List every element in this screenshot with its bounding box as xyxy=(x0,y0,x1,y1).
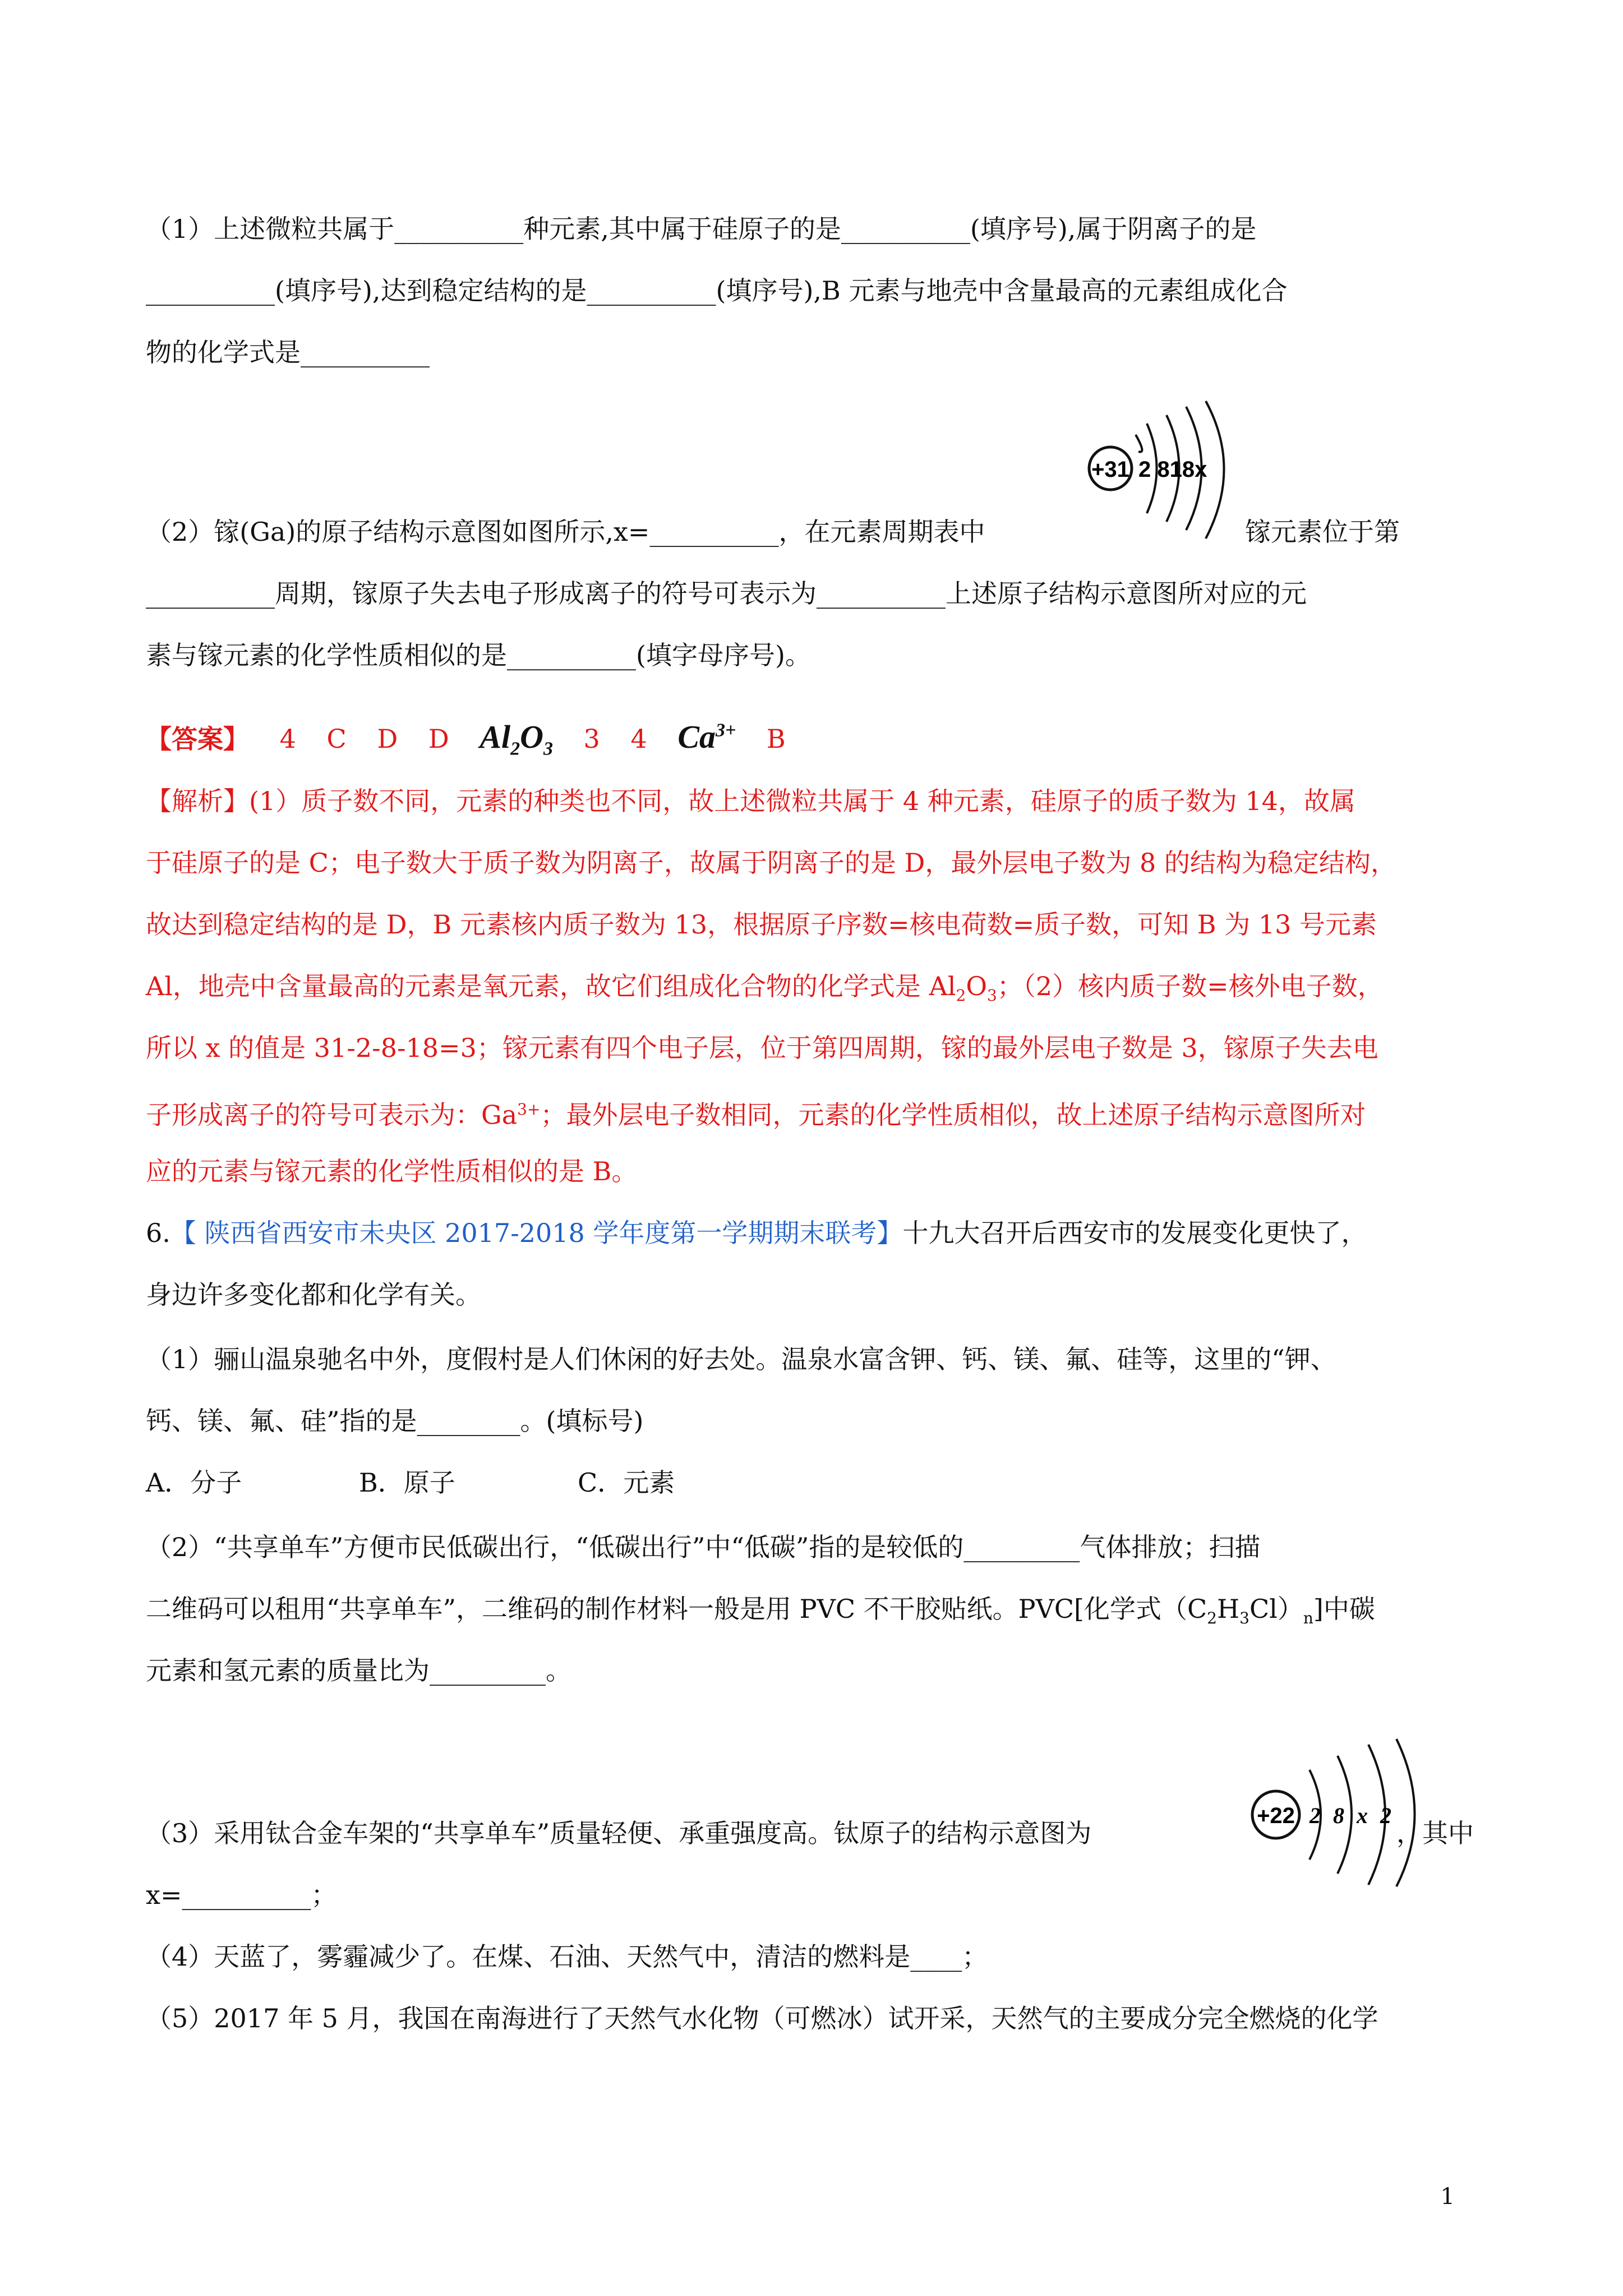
answer-values: 4 C D D xyxy=(279,724,449,754)
option-b: B．原子 xyxy=(359,1467,455,1498)
formula-o: O xyxy=(520,719,544,756)
formula-sub-2: 3 xyxy=(543,738,554,760)
answer-line xyxy=(146,711,1488,769)
ti-shells: 2 8 x 2 xyxy=(1310,1803,1391,1828)
p2-2b: H xyxy=(1216,1594,1240,1624)
q6-stem-a: 十九大召开后西安市的发展变化更快了， xyxy=(902,1218,1367,1248)
question-2-line-1 xyxy=(146,515,1488,549)
titanium-atom-diagram xyxy=(1234,1736,1436,1888)
q6-source: 【 陕西省西安市未央区 2017-2018 学年度第一学期期末联考】 xyxy=(170,1218,903,1248)
p3-1b: ，其中 xyxy=(1396,1818,1474,1848)
analysis-4a: Al，地壳中含量最高的元素是氧元素，故它们组成化合物的化学式是 Al xyxy=(146,971,956,1001)
q6-part-2-line-1: （2）“共享单车”方便市民低碳出行，“低碳出行”中“低碳”指的是较低的_________气体排放；扫描 xyxy=(146,1532,1261,1562)
q6-part-3-line-2: x=__________； xyxy=(146,1880,337,1910)
analysis-line-6 xyxy=(146,1093,1488,1131)
page-number: 1 xyxy=(1440,2184,1455,2210)
q2-text-b: 镓元素位于第 xyxy=(1245,517,1400,547)
answer-formula xyxy=(479,719,561,760)
q6-number: 6. xyxy=(146,1218,170,1248)
question-1-line-2: __________(填序号),达到稳定结构的是__________(填序号),B 元素与地壳中含量最高的元素组成化合 xyxy=(146,275,1288,306)
question-6-stem-line-1 xyxy=(146,1216,1488,1250)
ion-ca: Ca xyxy=(677,719,716,756)
question-1-line-1: （1）上述微粒共属于__________种元素,其中属于硅原子的是__________(填序号),属于阴离子的是 xyxy=(146,214,1257,244)
q6-part-3-line-1 xyxy=(146,1816,1488,1850)
analysis-line-1: 【解析】(1）质子数不同，元素的种类也不同，故上述微粒共属于 4 种元素，硅原子的质子数为 14，故属 xyxy=(146,786,1355,816)
analysis-line-4 xyxy=(146,969,1488,1013)
ti-nucleus: +22 xyxy=(1257,1803,1295,1828)
p3-1a: （3）采用钛合金车架的“共享单车”质量轻便、承重强度高。钛原子的结构示意图为 xyxy=(146,1818,1092,1848)
q6-options xyxy=(146,1466,1488,1499)
ga-nucleus: +31 xyxy=(1091,457,1129,482)
analysis-4-sub: 2 xyxy=(956,986,966,1005)
analysis-4-sub2: 3 xyxy=(987,986,997,1005)
q6-part-2-line-3: 元素和氢元素的质量比为_________。 xyxy=(146,1655,571,1686)
analysis-6-sup: 3+ xyxy=(517,1100,541,1119)
q6-part-1-line-1: （1）骊山温泉驰名中外，度假村是人们休闲的好去处。温泉水富含钾、钙、镁、氟、硅等，这里的“钾、 xyxy=(146,1344,1336,1374)
ga-shells: 2 818x xyxy=(1138,457,1207,482)
analysis-line-2: 于硅原子的是 C；电子数大于质子数为阴离子，故属于阴离子的是 D，最外层电子数为 8 的结构为稳定结构， xyxy=(146,848,1396,878)
answer-last: B xyxy=(766,724,786,754)
analysis-line-7: 应的元素与镓元素的化学性质相似的是 B。 xyxy=(146,1156,638,1186)
q2-text-a: （2）镓(Ga)的原子结构示意图如图所示,x=__________，在元素周期表中 xyxy=(146,517,985,547)
question-2-line-3: 素与镓元素的化学性质相似的是__________(填字母序号)。 xyxy=(146,640,811,670)
answer-label: 【答案】 xyxy=(146,724,249,754)
formula-sub-1: 2 xyxy=(510,738,520,760)
option-a: A．分子 xyxy=(146,1467,242,1498)
p2-2-sub2: 3 xyxy=(1239,1609,1249,1628)
option-c: C．元素 xyxy=(578,1467,675,1498)
question-1-line-3: 物的化学式是__________ xyxy=(146,337,430,367)
analysis-line-5: 所以 x 的值是 31-2-8-18=3；镓元素有四个电子层，位于第四周期，镓的最外层电子数是 3，镓原子失去电 xyxy=(146,1033,1378,1063)
answer-values-2: 3 4 xyxy=(583,724,647,754)
ion-charge: 3+ xyxy=(716,720,736,741)
question-6-stem-line-2: 身边许多变化都和化学有关。 xyxy=(146,1280,481,1310)
analysis-line-3: 故达到稳定结构的是 D，B 元素核内质子数为 13，根据原子序数=核电荷数=质子数，可知 B 为 13 号元素 xyxy=(146,909,1377,940)
p2-2d: ]中碳 xyxy=(1313,1594,1375,1624)
question-2-line-2: __________周期，镓原子失去电子形成离子的符号可表示为__________上述原子结构示意图所对应的元 xyxy=(146,578,1307,609)
analysis-6a: 子形成离子的符号可表示为：Ga xyxy=(146,1099,518,1130)
p2-2a: 二维码可以租用“共享单车”，二维码的制作材料一般是用 PVC 不干胶贴纸。PVC[化学式（C xyxy=(146,1594,1207,1624)
answer-ion xyxy=(677,719,744,755)
q6-part-1-line-2: 钙、镁、氟、硅”指的是________。(填标号) xyxy=(146,1406,644,1436)
p2-2-sub3: n xyxy=(1303,1609,1313,1628)
formula-al: Al xyxy=(479,719,511,756)
q6-part-4: （4）天蓝了，雾霾减少了。在煤、石油、天然气中，清洁的燃料是____； xyxy=(146,1941,988,1972)
analysis-6b: ；最外层电子数相同，元素的化学性质相似，故上述原子结构示意图所对 xyxy=(540,1099,1366,1130)
analysis-4c: ；（2）核内质子数=核外电子数， xyxy=(997,971,1384,1001)
p2-2-sub1: 2 xyxy=(1207,1609,1217,1628)
analysis-4b: O xyxy=(966,971,988,1001)
p2-2c: Cl） xyxy=(1249,1594,1303,1624)
q6-part-5: （5）2017 年 5 月，我国在南海进行了天然气水化物（可燃冰）试开采，天然气的主要成分完全燃烧的化学 xyxy=(146,2003,1378,2033)
q6-part-2-line-2 xyxy=(146,1592,1488,1635)
